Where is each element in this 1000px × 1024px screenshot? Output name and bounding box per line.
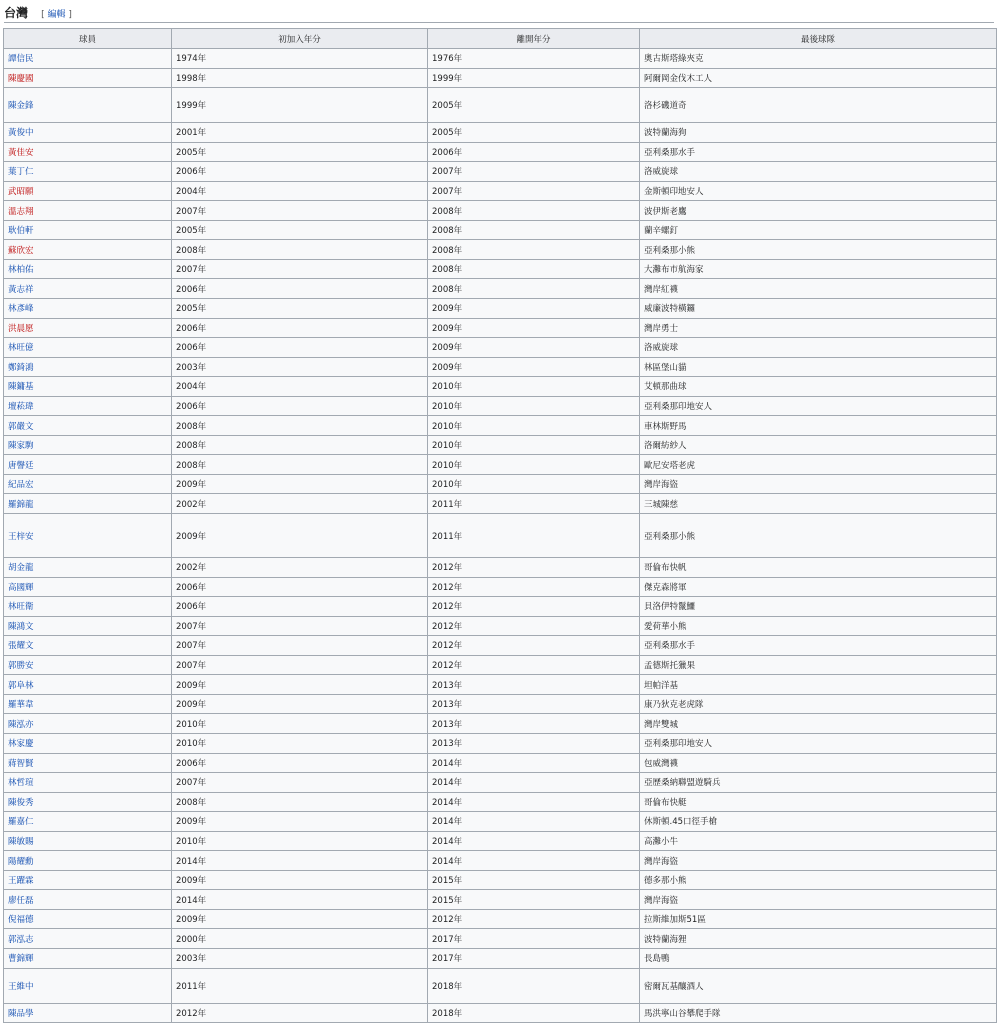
player-name-link[interactable]: 陳家駒 <box>4 435 172 455</box>
leave-year-cell: 2008年 <box>428 240 640 260</box>
player-name-link[interactable]: 譚信民 <box>4 49 172 69</box>
table-row <box>4 514 997 558</box>
join-year-cell: 2010年 <box>172 831 428 851</box>
leave-year-cell: 2013年 <box>428 694 640 714</box>
player-name-link[interactable]: 葉丁仁 <box>4 162 172 182</box>
table-body <box>4 49 997 1023</box>
last-team-cell: 馬洪寧山谷攀爬手隊 <box>640 1003 997 1023</box>
player-name-link[interactable]: 郭阜林 <box>4 675 172 695</box>
join-year-cell: 2000年 <box>172 929 428 949</box>
table-row <box>4 733 997 753</box>
last-team-cell: 奧古斯塔綠夾克 <box>640 49 997 69</box>
player-name-link[interactable]: 陳金鋒 <box>4 88 172 123</box>
join-year-cell: 2006年 <box>172 318 428 338</box>
player-name-link[interactable]: 高國輝 <box>4 577 172 597</box>
last-team-cell: 洛杉磯道奇 <box>640 88 997 123</box>
leave-year-cell: 2008年 <box>428 220 640 240</box>
last-team-cell: 休斯頓.45口徑手槍 <box>640 812 997 832</box>
last-team-cell: 灣岸海盜 <box>640 890 997 910</box>
leave-year-cell: 2013年 <box>428 733 640 753</box>
last-team-cell: 孟德斯托獵果 <box>640 655 997 675</box>
leave-year-cell: 2009年 <box>428 299 640 319</box>
join-year-cell: 2003年 <box>172 948 428 968</box>
player-name-link[interactable]: 羅錦龍 <box>4 494 172 514</box>
join-year-cell: 2006年 <box>172 597 428 617</box>
edit-link-wrapper <box>41 10 72 20</box>
last-team-cell: 灣岸紅襪 <box>640 279 997 299</box>
column-header-last-team[interactable]: 最後球隊 <box>640 29 997 49</box>
join-year-cell: 2007年 <box>172 773 428 793</box>
leave-year-cell: 2012年 <box>428 616 640 636</box>
last-team-cell: 金斯頓印地安人 <box>640 181 997 201</box>
table-row <box>4 240 997 260</box>
join-year-cell: 2007年 <box>172 259 428 279</box>
leave-year-cell: 2012年 <box>428 577 640 597</box>
join-year-cell: 2010年 <box>172 733 428 753</box>
leave-year-cell: 2010年 <box>428 435 640 455</box>
player-name-link[interactable]: 曹錦輝 <box>4 948 172 968</box>
player-name-link[interactable]: 陳泓亦 <box>4 714 172 734</box>
leave-year-cell: 2014年 <box>428 773 640 793</box>
join-year-cell: 2005年 <box>172 299 428 319</box>
table-row <box>4 88 997 123</box>
join-year-cell: 2006年 <box>172 338 428 358</box>
leave-year-cell: 2014年 <box>428 812 640 832</box>
join-year-cell: 2003年 <box>172 357 428 377</box>
player-name-link[interactable]: 林旺億 <box>4 338 172 358</box>
player-name-link[interactable]: 羅華韋 <box>4 694 172 714</box>
table-row <box>4 318 997 338</box>
last-team-cell: 蘭辛螺釘 <box>640 220 997 240</box>
last-team-cell: 亞利桑那水手 <box>640 142 997 162</box>
last-team-cell: 高灘小牛 <box>640 831 997 851</box>
table-row <box>4 279 997 299</box>
join-year-cell: 2012年 <box>172 1003 428 1023</box>
table-row <box>4 694 997 714</box>
join-year-cell: 2010年 <box>172 714 428 734</box>
leave-year-cell: 2013年 <box>428 714 640 734</box>
leave-year-cell: 2010年 <box>428 474 640 494</box>
player-name-link[interactable]: 蔣智賢 <box>4 753 172 773</box>
table-row <box>4 597 997 617</box>
table-row <box>4 616 997 636</box>
table-row <box>4 68 997 88</box>
table-row <box>4 929 997 949</box>
last-team-cell: 威廉波特橫鑼 <box>640 299 997 319</box>
leave-year-cell: 2010年 <box>428 416 640 436</box>
join-year-cell: 2014年 <box>172 890 428 910</box>
join-year-cell: 2006年 <box>172 753 428 773</box>
last-team-cell: 灣岸海盜 <box>640 851 997 871</box>
leave-year-cell: 1999年 <box>428 68 640 88</box>
table-row <box>4 201 997 221</box>
leave-year-cell: 2005年 <box>428 88 640 123</box>
table-row <box>4 338 997 358</box>
last-team-cell: 坦帕洋基 <box>640 675 997 695</box>
section-title: 台灣 <box>4 6 29 20</box>
player-table <box>3 28 997 1023</box>
join-year-cell: 1999年 <box>172 88 428 123</box>
last-team-cell: 亞利桑那小熊 <box>640 514 997 558</box>
player-name-link[interactable]: 蘇欣宏 <box>4 240 172 260</box>
player-name-link[interactable]: 武昭願 <box>4 181 172 201</box>
player-name-link[interactable]: 林家慶 <box>4 733 172 753</box>
join-year-cell: 2008年 <box>172 792 428 812</box>
join-year-cell: 2006年 <box>172 279 428 299</box>
last-team-cell: 貝洛伊特鬣鱷 <box>640 597 997 617</box>
player-name-link[interactable]: 陳俊秀 <box>4 792 172 812</box>
last-team-cell: 亞利桑那印地安人 <box>640 733 997 753</box>
join-year-cell: 2014年 <box>172 851 428 871</box>
table-row <box>4 1003 997 1023</box>
last-team-cell: 亞利桑那小熊 <box>640 240 997 260</box>
player-name-link[interactable]: 紀品宏 <box>4 474 172 494</box>
edit-bracket-close: ] <box>68 10 72 20</box>
table-row <box>4 636 997 656</box>
join-year-cell: 2006年 <box>172 396 428 416</box>
leave-year-cell: 2012年 <box>428 636 640 656</box>
last-team-cell: 阿爾岡金伐木工人 <box>640 68 997 88</box>
column-header-join-year[interactable]: 初加入年分 <box>172 29 428 49</box>
table-row <box>4 299 997 319</box>
join-year-cell: 2009年 <box>172 514 428 558</box>
player-name-link[interactable]: 林旺衛 <box>4 597 172 617</box>
join-year-cell: 2009年 <box>172 694 428 714</box>
last-team-cell: 歐尼安塔老虎 <box>640 455 997 475</box>
leave-year-cell: 2012年 <box>428 597 640 617</box>
join-year-cell: 2009年 <box>172 870 428 890</box>
join-year-cell: 1974年 <box>172 49 428 69</box>
leave-year-cell: 2010年 <box>428 377 640 397</box>
table-row <box>4 455 997 475</box>
join-year-cell: 2001年 <box>172 123 428 143</box>
last-team-cell: 波伊斯老鷹 <box>640 201 997 221</box>
last-team-cell: 灣岸海盜 <box>640 474 997 494</box>
player-name-link[interactable]: 王梓安 <box>4 514 172 558</box>
join-year-cell: 1998年 <box>172 68 428 88</box>
last-team-cell: 洛爾紡紗人 <box>640 435 997 455</box>
join-year-cell: 2007年 <box>172 201 428 221</box>
last-team-cell: 康乃狄克老虎隊 <box>640 694 997 714</box>
leave-year-cell: 2006年 <box>428 142 640 162</box>
last-team-cell: 大灘布市航海家 <box>640 259 997 279</box>
table-row <box>4 675 997 695</box>
player-name-link[interactable]: 陳敏賜 <box>4 831 172 851</box>
leave-year-cell: 2014年 <box>428 792 640 812</box>
join-year-cell: 2009年 <box>172 909 428 929</box>
table-row <box>4 49 997 69</box>
last-team-cell: 波特蘭海狗 <box>640 123 997 143</box>
player-name-link[interactable]: 溫志翔 <box>4 201 172 221</box>
player-name-link[interactable]: 林哲瑄 <box>4 773 172 793</box>
table-row <box>4 909 997 929</box>
player-name-link[interactable]: 林彥峰 <box>4 299 172 319</box>
table-row <box>4 416 997 436</box>
leave-year-cell: 2011年 <box>428 514 640 558</box>
last-team-cell: 洛威旋球 <box>640 338 997 358</box>
join-year-cell: 2011年 <box>172 968 428 1003</box>
join-year-cell: 2005年 <box>172 220 428 240</box>
join-year-cell: 2007年 <box>172 636 428 656</box>
column-header-leave-year[interactable]: 離開年分 <box>428 29 640 49</box>
last-team-cell: 亞歷桑納聯盟遊騎兵 <box>640 773 997 793</box>
leave-year-cell: 2018年 <box>428 1003 640 1023</box>
player-name-link[interactable]: 黃俊中 <box>4 123 172 143</box>
last-team-cell: 長島鴨 <box>640 948 997 968</box>
player-name-link[interactable]: 羅嘉仁 <box>4 812 172 832</box>
last-team-cell: 包威灣襪 <box>640 753 997 773</box>
player-name-link[interactable]: 郭勝安 <box>4 655 172 675</box>
leave-year-cell: 2015年 <box>428 870 640 890</box>
table-row <box>4 773 997 793</box>
edit-link[interactable]: 編輯 <box>47 10 66 20</box>
join-year-cell: 2008年 <box>172 435 428 455</box>
leave-year-cell: 2009年 <box>428 338 640 358</box>
player-name-link[interactable]: 陳慶國 <box>4 68 172 88</box>
table-row <box>4 753 997 773</box>
table-row <box>4 714 997 734</box>
player-name-link[interactable]: 唐韾廷 <box>4 455 172 475</box>
last-team-cell: 亞利桑那印地安人 <box>640 396 997 416</box>
join-year-cell: 2002年 <box>172 558 428 578</box>
table-row <box>4 435 997 455</box>
join-year-cell: 2006年 <box>172 162 428 182</box>
join-year-cell: 2002年 <box>172 494 428 514</box>
table-row <box>4 142 997 162</box>
table-row <box>4 870 997 890</box>
table-row <box>4 558 997 578</box>
player-name-link[interactable]: 陳鴻文 <box>4 616 172 636</box>
player-name-link[interactable]: 胡金龍 <box>4 558 172 578</box>
player-name-link[interactable]: 倪福德 <box>4 909 172 929</box>
table-row <box>4 655 997 675</box>
leave-year-cell: 2018年 <box>428 968 640 1003</box>
leave-year-cell: 2007年 <box>428 181 640 201</box>
leave-year-cell: 2012年 <box>428 909 640 929</box>
leave-year-cell: 2014年 <box>428 753 640 773</box>
table-row <box>4 357 997 377</box>
player-name-link[interactable]: 洪晨愿 <box>4 318 172 338</box>
table-row <box>4 162 997 182</box>
join-year-cell: 2007年 <box>172 616 428 636</box>
last-team-cell: 洛威旋球 <box>640 162 997 182</box>
player-name-link[interactable]: 耿伯軒 <box>4 220 172 240</box>
player-name-link[interactable]: 陽耀勳 <box>4 851 172 871</box>
leave-year-cell: 2009年 <box>428 318 640 338</box>
table-row <box>4 396 997 416</box>
player-name-link[interactable]: 鄭錡鴻 <box>4 357 172 377</box>
table-row <box>4 851 997 871</box>
leave-year-cell: 2007年 <box>428 162 640 182</box>
leave-year-cell: 1976年 <box>428 49 640 69</box>
join-year-cell: 2004年 <box>172 181 428 201</box>
leave-year-cell: 2013年 <box>428 675 640 695</box>
table-row <box>4 220 997 240</box>
player-name-link[interactable]: 郭嚴文 <box>4 416 172 436</box>
table-row <box>4 377 997 397</box>
leave-year-cell: 2010年 <box>428 455 640 475</box>
table-row <box>4 812 997 832</box>
table-row <box>4 474 997 494</box>
join-year-cell: 2004年 <box>172 377 428 397</box>
table-row <box>4 494 997 514</box>
leave-year-cell: 2015年 <box>428 890 640 910</box>
player-name-link[interactable]: 黃志祥 <box>4 279 172 299</box>
last-team-cell: 拉斯維加斯51區 <box>640 909 997 929</box>
section-heading <box>4 2 994 23</box>
last-team-cell: 灣岸勇士 <box>640 318 997 338</box>
last-team-cell: 哥倫布快帆 <box>640 558 997 578</box>
join-year-cell: 2008年 <box>172 416 428 436</box>
leave-year-cell: 2017年 <box>428 948 640 968</box>
last-team-cell: 三城陳慈 <box>640 494 997 514</box>
player-name-link[interactable]: 廖任磊 <box>4 890 172 910</box>
leave-year-cell: 2008年 <box>428 201 640 221</box>
table-row <box>4 831 997 851</box>
player-name-link[interactable]: 郭泓志 <box>4 929 172 949</box>
join-year-cell: 2005年 <box>172 142 428 162</box>
last-team-cell: 德多那小熊 <box>640 870 997 890</box>
leave-year-cell: 2017年 <box>428 929 640 949</box>
leave-year-cell: 2010年 <box>428 396 640 416</box>
join-year-cell: 2008年 <box>172 240 428 260</box>
table-row <box>4 948 997 968</box>
last-team-cell: 愛荷華小熊 <box>640 616 997 636</box>
player-name-link[interactable]: 林柏佑 <box>4 259 172 279</box>
leave-year-cell: 2014年 <box>428 831 640 851</box>
last-team-cell: 密爾瓦基釀酒人 <box>640 968 997 1003</box>
leave-year-cell: 2008年 <box>428 259 640 279</box>
last-team-cell: 車林斯野馬 <box>640 416 997 436</box>
leave-year-cell: 2012年 <box>428 558 640 578</box>
table-row <box>4 123 997 143</box>
join-year-cell: 2007年 <box>172 655 428 675</box>
table-row <box>4 181 997 201</box>
table-row <box>4 968 997 1003</box>
table-row <box>4 577 997 597</box>
last-team-cell: 波特蘭海狸 <box>640 929 997 949</box>
leave-year-cell: 2009年 <box>428 357 640 377</box>
join-year-cell: 2009年 <box>172 675 428 695</box>
leave-year-cell: 2014年 <box>428 851 640 871</box>
leave-year-cell: 2012年 <box>428 655 640 675</box>
last-team-cell: 亞利桑那水手 <box>640 636 997 656</box>
column-header-player[interactable]: 球員 <box>4 29 172 49</box>
player-name-link[interactable]: 王躍霖 <box>4 870 172 890</box>
leave-year-cell: 2005年 <box>428 123 640 143</box>
last-team-cell: 傑克森將軍 <box>640 577 997 597</box>
last-team-cell: 林區堡山貓 <box>640 357 997 377</box>
player-name-link[interactable]: 陳品學 <box>4 1003 172 1023</box>
table-row <box>4 890 997 910</box>
edit-bracket-open: [ <box>41 10 45 20</box>
player-name-link[interactable]: 壇菘瑋 <box>4 396 172 416</box>
table-header-row <box>4 29 997 49</box>
last-team-cell: 灣岸雙城 <box>640 714 997 734</box>
join-year-cell: 2009年 <box>172 474 428 494</box>
table-row <box>4 259 997 279</box>
player-name-link[interactable]: 王維中 <box>4 968 172 1003</box>
join-year-cell: 2009年 <box>172 812 428 832</box>
join-year-cell: 2006年 <box>172 577 428 597</box>
last-team-cell: 哥倫布快艇 <box>640 792 997 812</box>
leave-year-cell: 2008年 <box>428 279 640 299</box>
join-year-cell: 2008年 <box>172 455 428 475</box>
player-name-link[interactable]: 黃佳安 <box>4 142 172 162</box>
table-row <box>4 792 997 812</box>
leave-year-cell: 2011年 <box>428 494 640 514</box>
player-name-link[interactable]: 張耀文 <box>4 636 172 656</box>
last-team-cell: 艾頓那曲球 <box>640 377 997 397</box>
player-name-link[interactable]: 陳鏞基 <box>4 377 172 397</box>
